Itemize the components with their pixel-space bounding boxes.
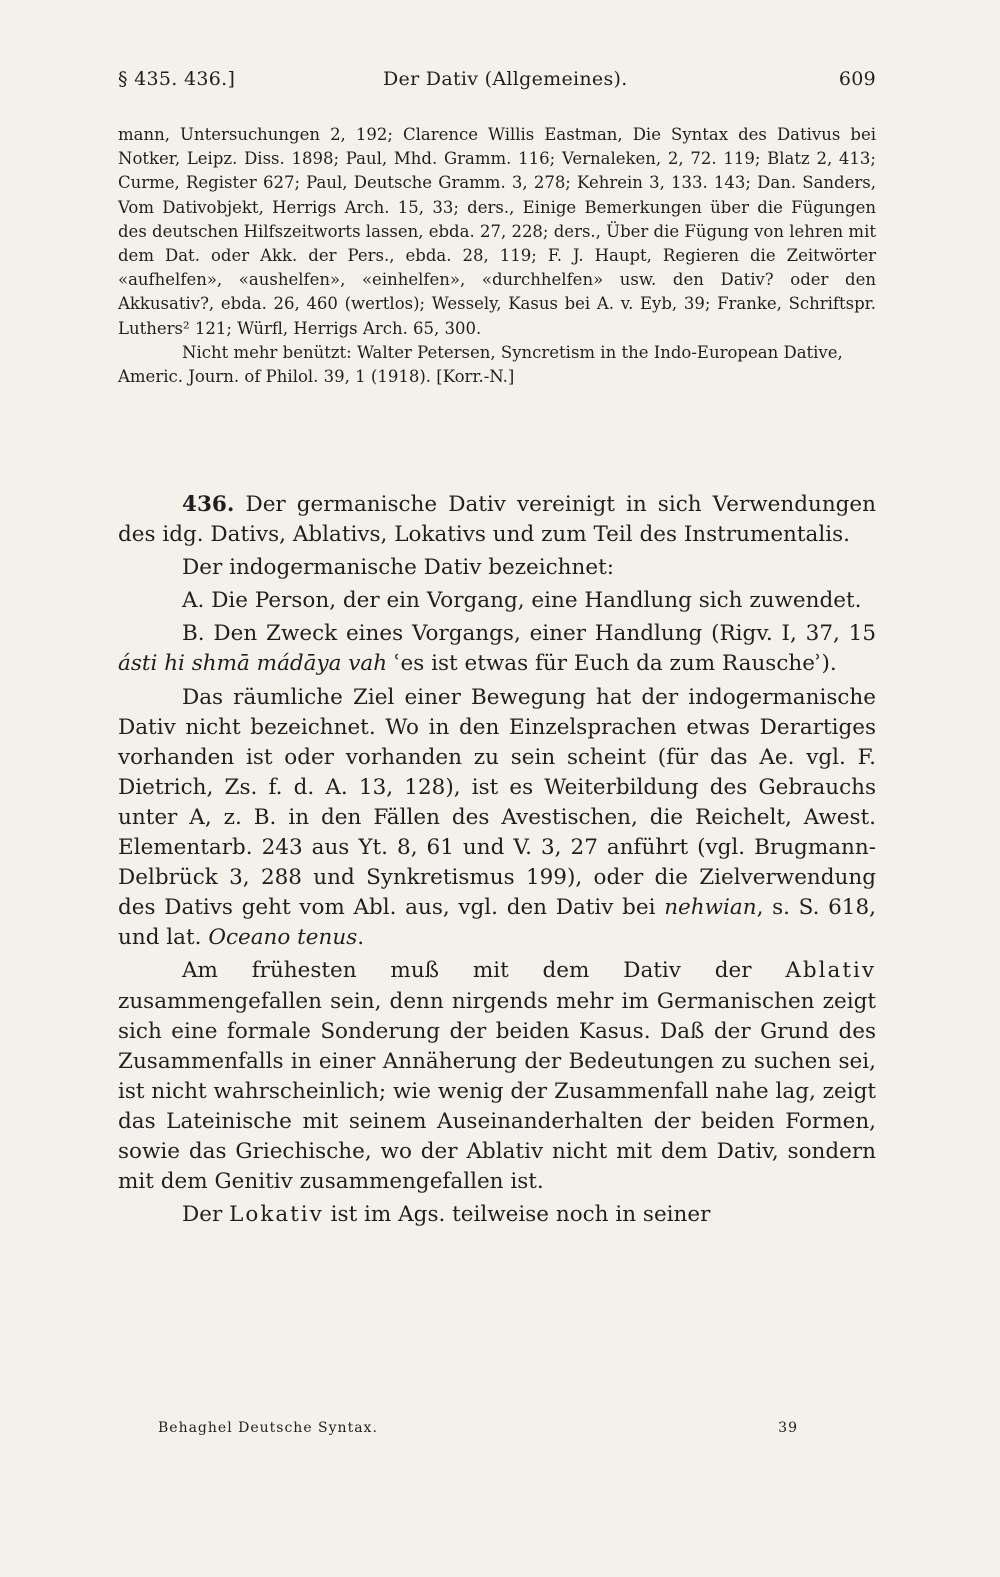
bibliography-references: mann, Untersuchungen 2, 192; Clarence Willis Eastman, Die Syntax des Dativus bei Notker, Leipz. Diss. 1898; Paul, Mhd. Gramm. 116; Vernaleken, 2, 72. 119; Blatz 2, 413; Curme, Register 627; Paul, Deutsche Gramm. 3, 278; Kehrein 3, 133. 143; Dan. Sanders, Vom Dativobjekt, Herrigs Arch. 15, 33; ders., Einige Bemerkungen über die Fügungen des deutschen Hilfszeitworts lassen, ebda. 27, 228; ders., Über die Fügung von lehren mit dem Dat. oder Akk. der Pers., ebda. 28, 119; F. J. Haupt, Regieren die Zeitwörter «aufhelfen», «aushelfen», «einhelfen», «durchhelfen» usw. den Dativ? oder den Akkusativ?, ebda. 26, 460 (wertlos); Wessely, Kasus bei A. v. Eyb, 39; Franke, Schriftspr. Luthers² 121; Würfl, Herrigs Arch. 65, 300. — [118, 125, 876, 338]
section-reference: § 435. 436.] — [118, 68, 236, 90]
paragraph-locative-start: Der — [182, 1202, 223, 1228]
footer-book-title: Behaghel Deutsche Syntax. — [158, 1420, 378, 1436]
section-number: 436. — [182, 492, 235, 517]
running-title: Der Dativ (Allgemeines). — [383, 68, 628, 90]
paragraph-ablative-text: zusammengefallen sein, denn nirgends mehr im Germanischen zeigt sich eine formale Sonderung der beiden Kasus. Daß der Grund des Zusammenfalls in einer Annäherung der Bedeutungen zu suchen sei, ist nicht wahrscheinlich; wie wenig der Zusammenfall nahe lag, zeigt das Lateinische mit seinem Auseinanderhalten der beiden Formen, sowie das Griechische, wo der Ablativ nicht mit dem Dativ, sondern mit dem Genitiv zusammengefallen ist. — [118, 988, 876, 1195]
paragraph-spatial-goal-end: . — [357, 925, 365, 951]
running-header — [118, 68, 876, 100]
page-number: 609 — [838, 68, 876, 90]
point-b-sanskrit-quote: ásti hi shmā mádāya vah — [118, 651, 388, 677]
point-b-text: B. Den Zweck eines Vorgangs, einer Handlung (Rigv. I, 37, 15 — [182, 621, 876, 647]
section-lead: Der indogermanische Dativ bezeichnet: — [182, 555, 614, 581]
paragraph-locative — [118, 1200, 876, 1230]
italic-term-nehwian: nehwian — [664, 895, 757, 921]
page-footer — [158, 1420, 798, 1436]
section-intro-paragraph — [118, 490, 876, 550]
paragraph-ablative-start: Am frühesten muß mit dem Dativ der — [182, 958, 752, 984]
bibliography-block — [118, 123, 876, 389]
spaced-term-lokativ: Lokativ — [229, 1202, 324, 1228]
paragraph-locative-text: ist im Ags. teilweise noch in seiner — [330, 1202, 711, 1228]
spaced-term-ablativ: Ablativ — [785, 958, 876, 984]
point-b-translation: ʿes ist etwas für Euch da zum Rauscheʾ). — [393, 651, 837, 677]
paragraph-spatial-goal-mid: , s. S. 618, und lat. — [118, 895, 876, 951]
italic-term-oceano-tenus: Oceano tenus — [208, 925, 358, 951]
bibliography-note: Nicht mehr benützt: Walter Petersen, Syncretism in the Indo-European Dative, Americ. Journ. of Philol. 39, 1 (1918). [Korr.-N.] — [118, 342, 843, 387]
footer-signature-mark: 39 — [778, 1420, 798, 1436]
section-intro-text: Der germanische Dativ vereinigt in sich Verwendungen des idg. Dativs, Ablativs, Lokativs und zum Teil des Instrumentalis. — [118, 492, 876, 548]
paragraph-spatial-goal — [118, 683, 876, 954]
point-a: A. Die Person, der ein Vorgang, eine Handlung sich zuwendet. — [182, 588, 862, 614]
paragraph-ablative — [118, 956, 876, 1197]
point-b — [118, 619, 876, 679]
section-body — [118, 490, 876, 1233]
paragraph-spatial-goal-text: Das räumliche Ziel einer Bewegung hat der indogermanische Dativ nicht bezeichnet. Wo in den Einzelsprachen etwas Derartiges vorhanden ist oder vorhanden zu sein scheint (für das Ae. vgl. F. Dietrich, Zs. f. d. A. 13, 128), ist es Weiterbildung des Gebrauchs unter A, z. B. in den Fällen des Avestischen, die Reichelt, Awest. Elementarb. 243 aus Yt. 8, 61 und V. 3, 27 anführt (vgl. Brugmann-Delbrück 3, 288 und Synkretismus 199), oder die Zielverwendung des Dativs geht vom Abl. aus, vgl. den Dativ bei — [118, 684, 876, 921]
